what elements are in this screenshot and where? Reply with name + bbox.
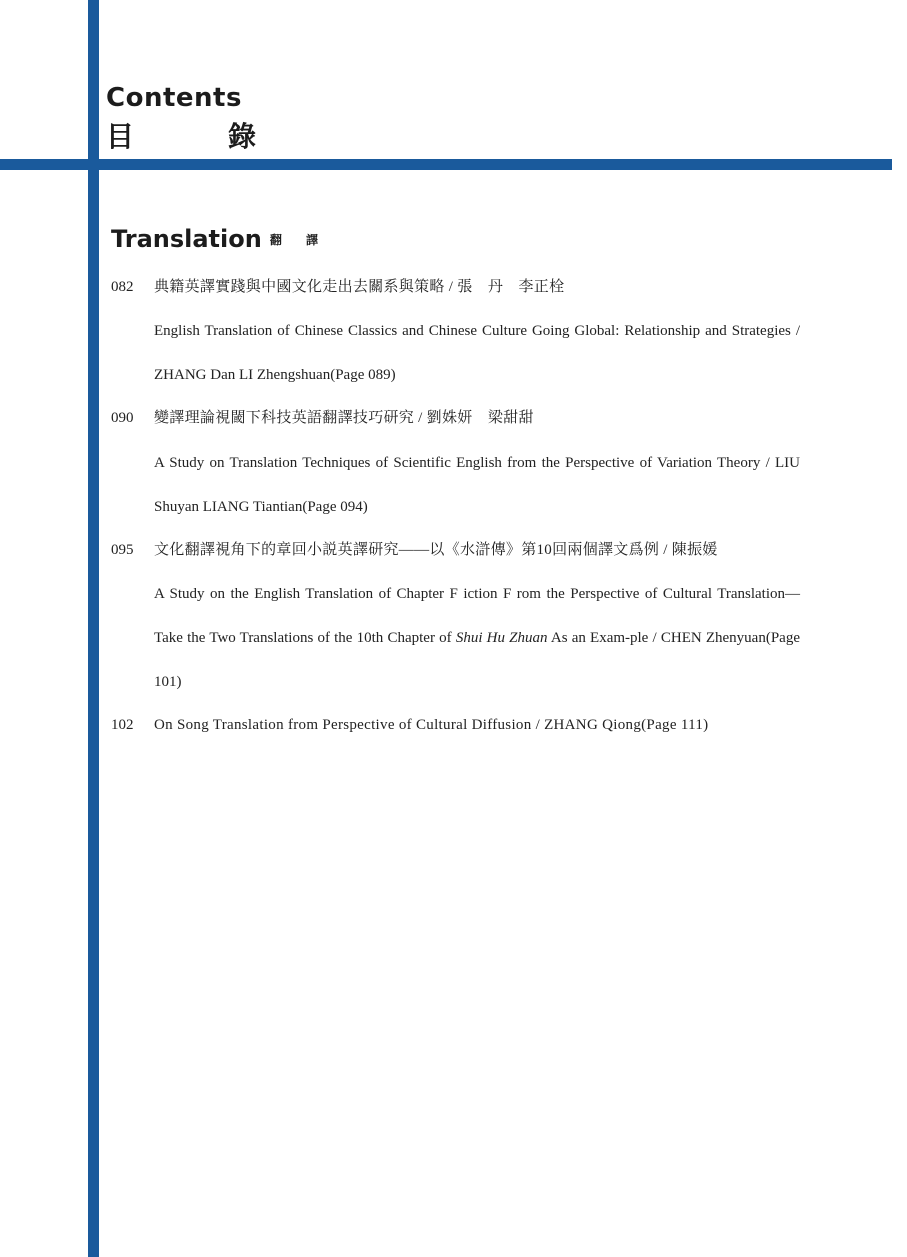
contents-heading-zh [106, 120, 256, 154]
page-number: 102 [111, 717, 134, 733]
article-title-en: On Song Translation from Perspective of Cultural Diffusion / ZHANG Qiong(Page 111) [154, 717, 709, 733]
page-number: 090 [111, 410, 134, 426]
article-title-en [154, 572, 800, 704]
vertical-accent-bar [88, 0, 99, 1257]
contents-heading-zh-left: 目 [106, 120, 135, 153]
article-title-en: English Translation of Chinese Classics and Chinese Culture Going Global: Relationship and Strategies / ZHANG Dan LI Zhengshuan(Page 089) [154, 323, 800, 383]
contents-heading-zh-right: 錄 [227, 120, 256, 153]
section-title-zh: 翻 譯 [269, 233, 329, 247]
article-title-zh: 文化翻譯視角下的章回小説英譯研究——以《水滸傳》第10回兩個譯文爲例 / 陳振媛 [154, 542, 718, 558]
book-title-italic: Shui Hu Zhuan [455, 630, 548, 646]
page-number: 095 [111, 542, 134, 558]
section-title-en: Translation [111, 225, 262, 253]
page-number: 082 [111, 279, 134, 295]
article-title-en-part: As an Exam-ple / CHEN Zhenyuan(Page 101) [154, 630, 800, 690]
section-title [111, 224, 328, 255]
article-title-en-part: A Study on the English Translation of Chapter F iction F rom the Perspective of Cultural Translation—Take the Two Translations of the 10th Chapter of [154, 586, 800, 646]
article-title-en: A Study on Translation Techniques of Scientific English from the Perspective of Variation Theory / LIU Shuyan LIANG Tiantian(Page 094) [154, 455, 800, 515]
contents-heading: Contents [106, 83, 242, 113]
article-title-zh: 典籍英譯實踐與中國文化走出去關系與策略 / 張 丹 李正栓 [154, 279, 565, 295]
horizontal-accent-bar [0, 159, 892, 170]
article-title-zh: 變譯理論視閾下科技英語翻譯技巧研究 / 劉姝妍 梁甜甜 [154, 410, 534, 426]
